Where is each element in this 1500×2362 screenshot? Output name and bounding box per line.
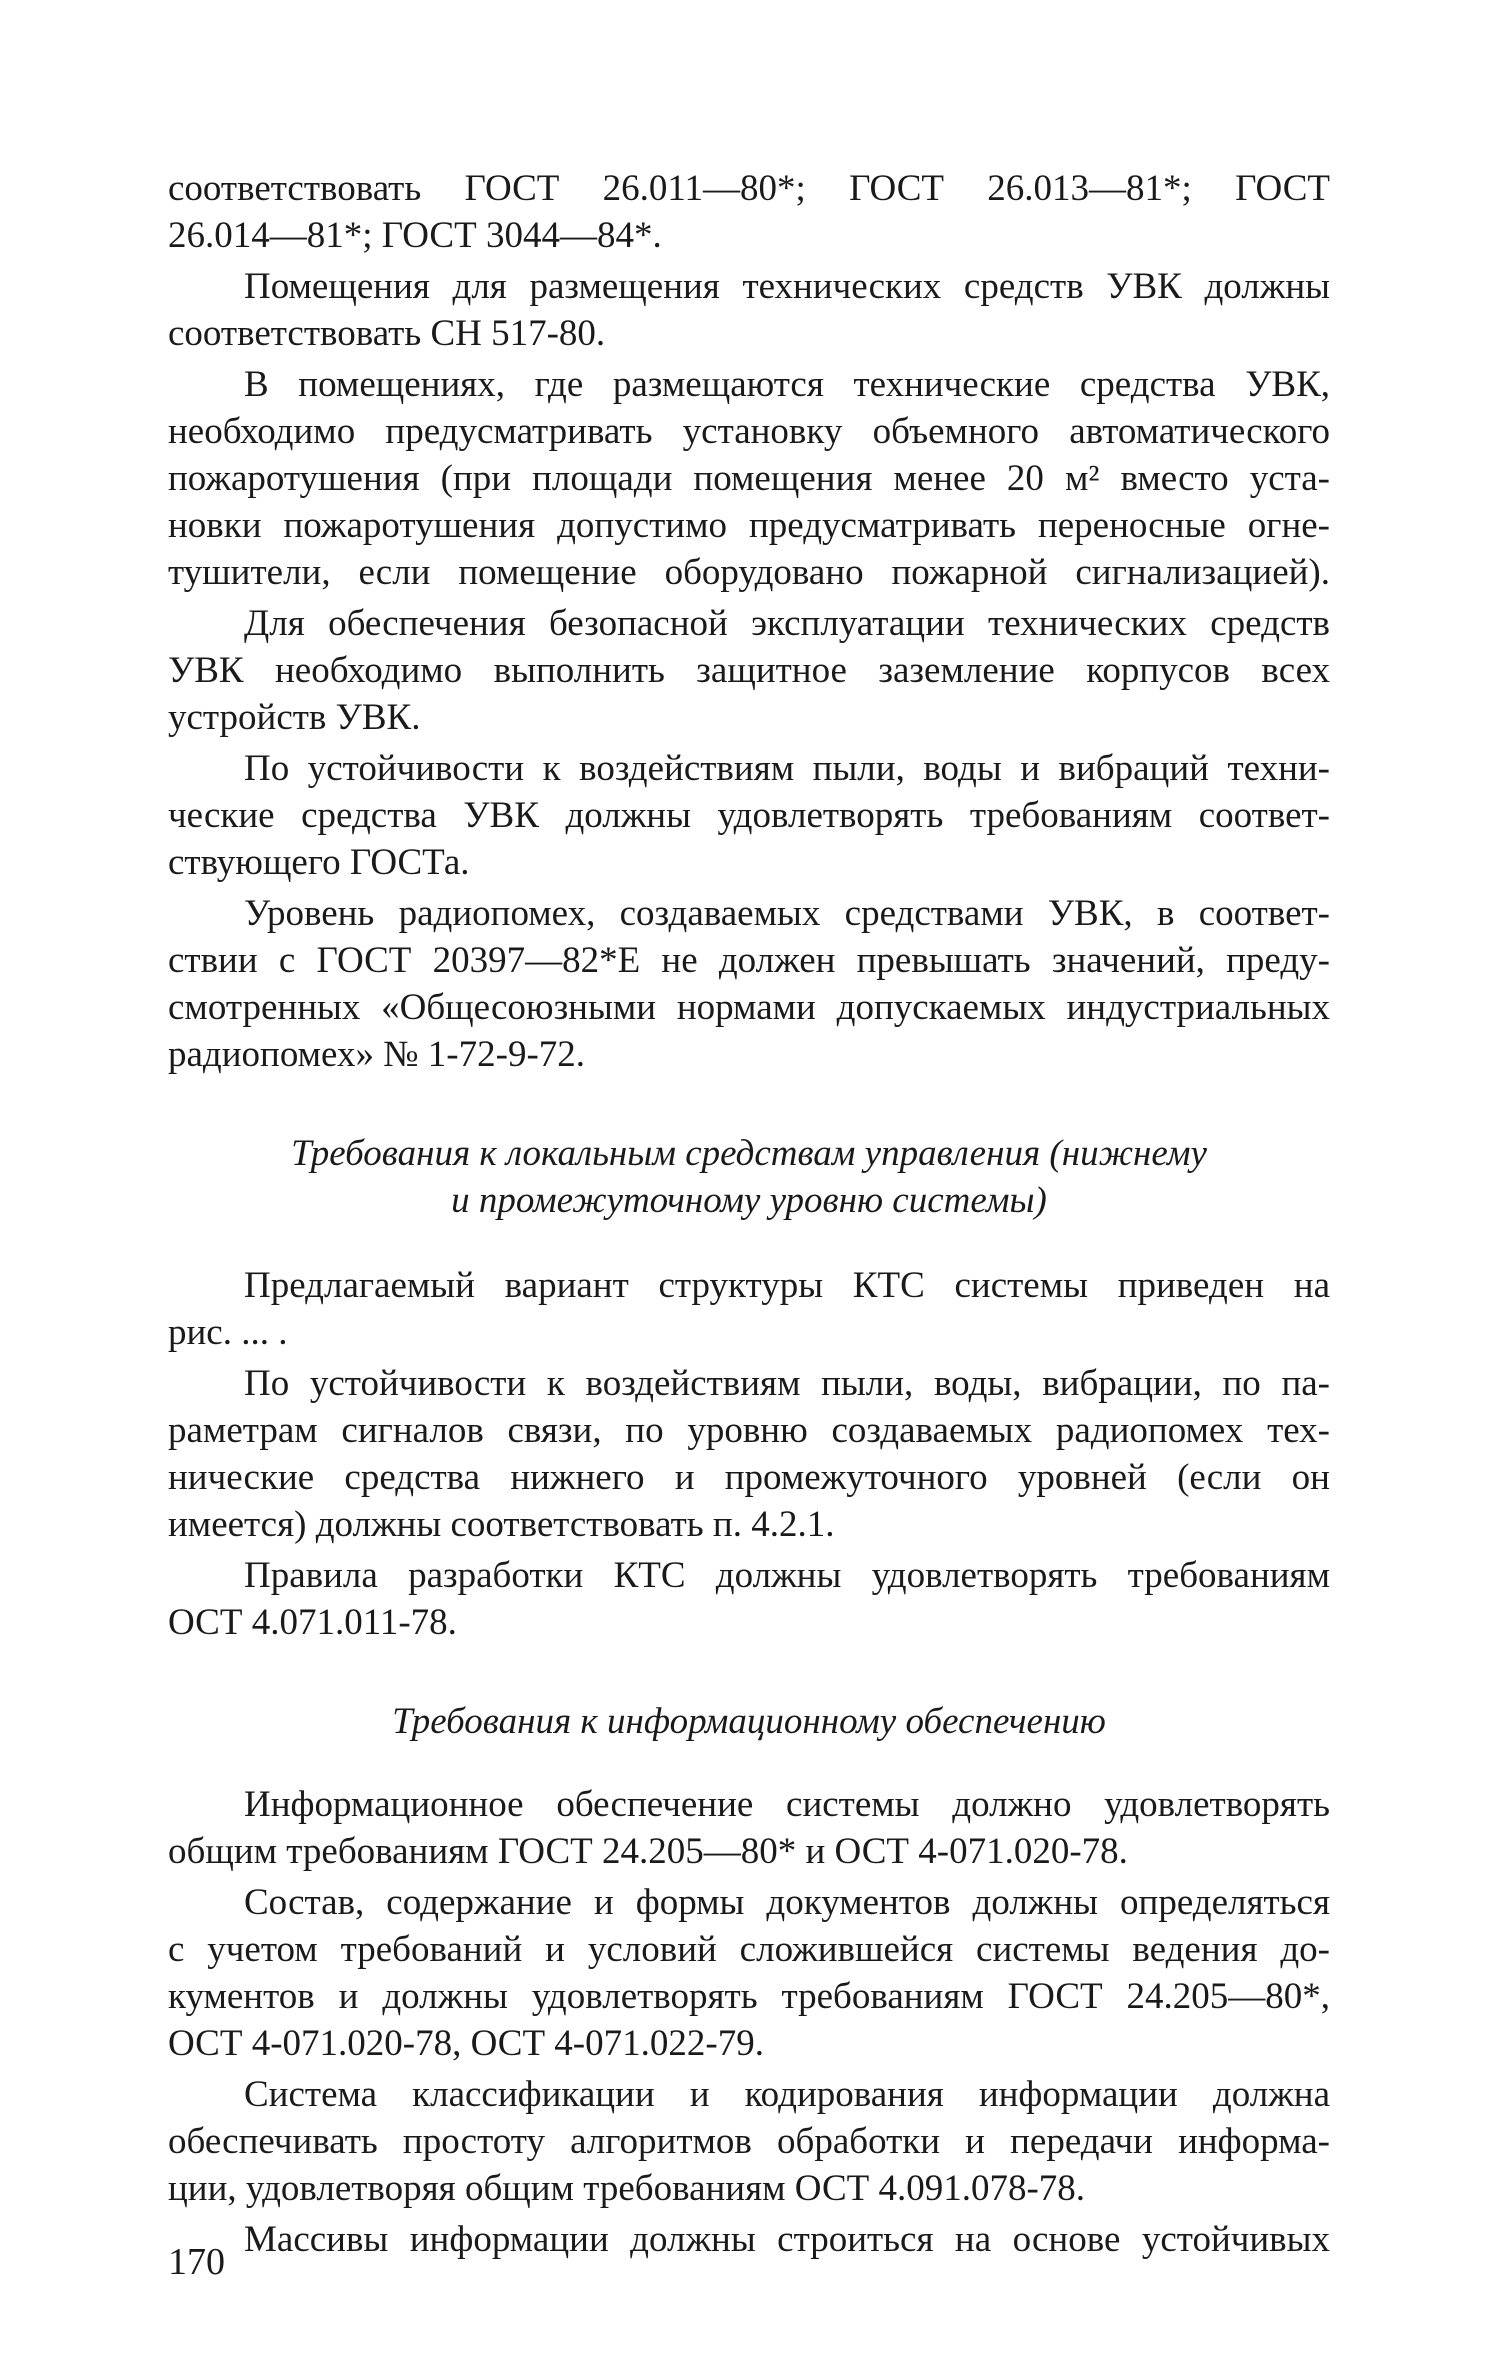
text-line: По устойчивости к воздействиям пыли, воды и вибраций техни- [244, 748, 1330, 789]
paragraph [168, 361, 1330, 596]
text-line: Система классификации и кодирования информации должна [244, 2074, 1330, 2115]
text-line: раметрам сигналов связи, по уровню создаваемых радиопомех тех- [168, 1410, 1330, 1451]
paragraph [168, 165, 1330, 259]
text-line: ОСТ 4.071.011-78. [168, 1602, 457, 1643]
text-line: По устойчивости к воздействиям пыли, воды, вибрации, по па- [244, 1363, 1330, 1404]
text-line: тушители, если помещение оборудовано пожарной сигнализацией). [168, 552, 1330, 593]
text-line: радиопомех» № 1-72-9-72. [168, 1034, 586, 1075]
text-line: рис. ... . [168, 1312, 288, 1353]
heading-line: Требования к информационному обеспечению [392, 1701, 1106, 1742]
text-line: обеспечивать простоту алгоритмов обработки и передачи информа- [168, 2121, 1330, 2162]
text-line: смотренных «Общесоюзными нормами допускаемых индустриальных [168, 987, 1330, 1028]
text-line: Состав, содержание и формы документов должны определяться [244, 1882, 1330, 1923]
paragraph [168, 1552, 1330, 1646]
text-line: Уровень радиопомех, создаваемых средствами УВК, в соответ- [244, 893, 1330, 934]
text-line: ствии с ГОСТ 20397—82*Е не должен превышать значений, преду- [168, 940, 1330, 981]
text-line: ции, удовлетворяя общим требованиям ОСТ 4.091.078-78. [168, 2168, 1086, 2209]
text-line: ствующего ГОСТа. [168, 842, 470, 883]
paragraph [168, 1262, 1330, 1356]
text-line: общим требованиям ГОСТ 24.205—80* и ОСТ 4-071.020-78. [168, 1831, 1128, 1872]
paragraph [168, 745, 1330, 886]
text-line: с учетом требований и условий сложившейся системы ведения до- [168, 1929, 1330, 1970]
text-line: нические средства нижнего и промежуточного уровней (если он [168, 1457, 1330, 1498]
text-line: 26.014—81*; ГОСТ 3044—84*. [168, 215, 662, 256]
text-line: В помещениях, где размещаются технические средства УВК, [244, 364, 1330, 405]
paragraph [168, 2216, 1330, 2263]
section-heading [168, 1130, 1330, 1224]
text-line: соответствовать ГОСТ 26.011—80*; ГОСТ 26.013—81*; ГОСТ [168, 168, 1330, 209]
paragraph [168, 2071, 1330, 2212]
paragraph [168, 890, 1330, 1078]
text-line: устройств УВК. [168, 697, 421, 738]
heading-line: и промежуточному уровню системы) [451, 1180, 1047, 1221]
text-line: необходимо предусматривать установку объемного автоматического [168, 411, 1330, 452]
text-line: УВК необходимо выполнить защитное заземление корпусов всех [168, 650, 1330, 691]
text-line: Помещения для размещения технических средств УВК должны [244, 266, 1330, 307]
text-line: Для обеспечения безопасной эксплуатации технических средств [244, 603, 1330, 644]
paragraph [168, 1781, 1330, 1875]
paragraph [168, 1360, 1330, 1548]
text-line: соответствовать СН 517-80. [168, 313, 606, 354]
text-line: имеется) должны соответствовать п. 4.2.1. [168, 1504, 835, 1545]
page-body [168, 165, 1330, 2263]
text-line: новки пожаротушения допустимо предусматривать переносные огне- [168, 505, 1330, 546]
heading-line: Требования к локальным средствам управления (нижнему [291, 1133, 1207, 1174]
text-line: Предлагаемый вариант структуры КТС системы приведен на [244, 1265, 1330, 1306]
text-line: ОСТ 4-071.020-78, ОСТ 4-071.022-79. [168, 2023, 764, 2064]
text-line: пожаротушения (при площади помещения менее 20 м² вместо уста- [168, 458, 1330, 499]
text-line: Правила разработки КТС должны удовлетворять требованиям [244, 1555, 1330, 1596]
text-line: кументов и должны удовлетворять требованиям ГОСТ 24.205—80*, [168, 1976, 1330, 2017]
paragraph [168, 600, 1330, 741]
text-line: Массивы информации должны строиться на основе устойчивых [244, 2219, 1330, 2260]
text-line: Информационное обеспечение системы должно удовлетворять [244, 1784, 1330, 1825]
page-number: 170 [168, 2241, 225, 2283]
text-line: ческие средства УВК должны удовлетворять требованиям соответ- [168, 795, 1330, 836]
paragraph [168, 263, 1330, 357]
section-heading [168, 1698, 1330, 1745]
paragraph [168, 1879, 1330, 2067]
